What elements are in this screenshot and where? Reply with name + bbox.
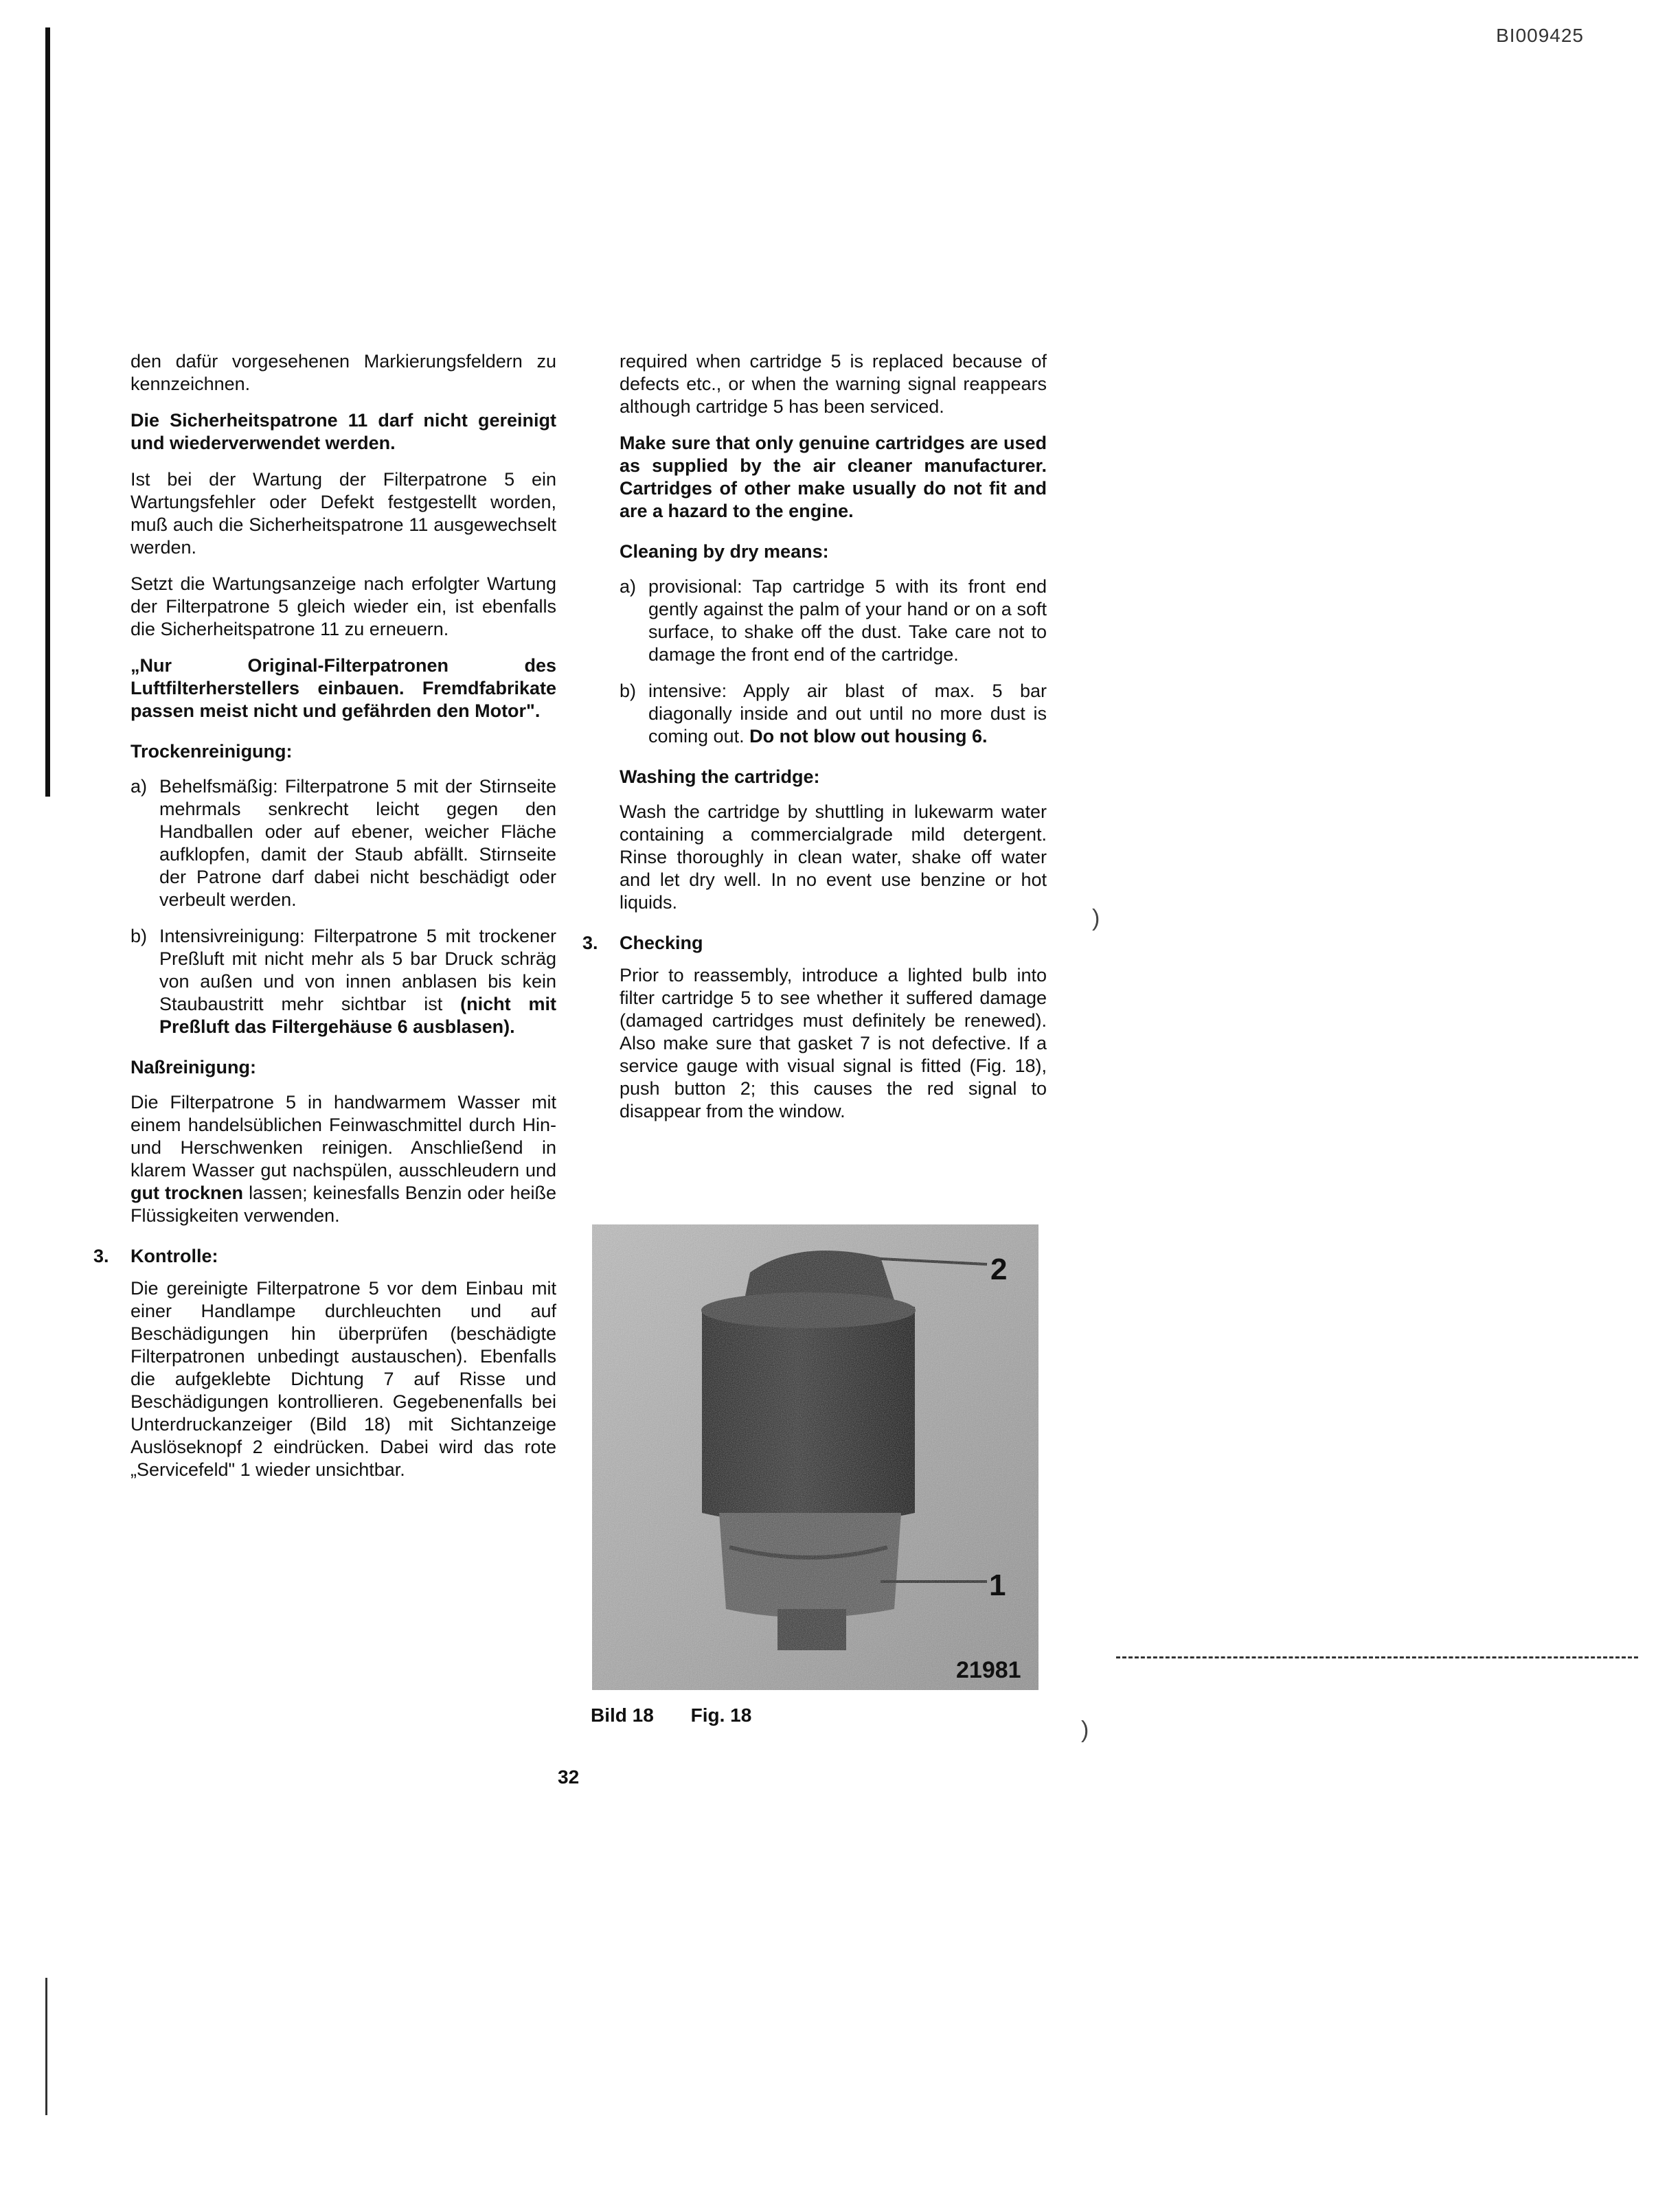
list-label: b) (620, 681, 637, 701)
list-text-bold: (nicht mit Preßluft das Filtergehäuse 6 ausblasen). (159, 994, 556, 1037)
list-text-part: intensive: Apply air blast of max. 5 bar diagonally inside and out until no more dust is coming out. (648, 681, 1047, 746)
list-text (159, 925, 556, 1038)
figure-caption (591, 1704, 783, 1726)
list-text-part: Intensivreinigung: Filterpatrone 5 mit trockener Preßluft mit nicht mehr als 5 bar Druck schräg von außen und von innen anblasen bis kein Staubaustritt mehr sichtbar ist (159, 926, 556, 1014)
warning-paragraph: Make sure that only genuine cartridges are used as supplied by the air cleaner manufacturer. Cartridges of other make usually do not fit and are a hazard to the engine. (620, 433, 1047, 521)
paragraph: Prior to reassembly, introduce a lighted bulb into filter cartridge 5 to see whether it suffered damage (damaged cartridges must definitely be renewed). Also make sure that gasket 7 is not defective. If a service gauge with visual signal is fitted (Fig. 18), push button 2; this causes the red signal to disappear from the window. (620, 965, 1047, 1121)
list-text-bold: Do not blow out housing 6. (749, 726, 988, 746)
section-number: 3. (93, 1246, 109, 1266)
page-number: 32 (558, 1766, 580, 1788)
list-label: b) (130, 926, 148, 946)
list-label: a) (130, 776, 148, 797)
list-item (130, 775, 556, 911)
list-text: Behelfsmäßig: Filterpatrone 5 mit der Stirnseite mehrmals senkrecht leicht gegen den Handballen oder auf ebener, weicher Fläche aufklopfen, damit der Staub abfällt. Stirnseite der Patrone darf dabei nicht beschädigt oder verbeult werden. (159, 776, 556, 910)
scan-bracket-mark: ) (1081, 1717, 1089, 1743)
scan-margin-bar (45, 27, 50, 797)
caption-english: Fig. 18 (690, 1704, 752, 1726)
caption-german: Bild 18 (591, 1704, 654, 1726)
german-column (93, 350, 556, 1495)
section-heading: Washing the cartridge: (620, 766, 820, 787)
list-text (648, 680, 1047, 748)
section-title: Checking (620, 933, 703, 953)
paragraph: Die gereinigte Filterpatrone 5 vor dem Einbau mit einer Handlampe durchleuchten und auf Beschädigungen hin überprüfen (beschädigte Filterpatronen unbedingt austauschen). Ebenfalls die aufgeklebte Dichtung 7 auf Risse und Beschädigungen kontrollieren. Gegebenenfalls bei Unterdruckanzeiger (Bild 18) mit Sichtanzeige Auslöseknopf 2 eindrücken. Dabei wird das rote „Servicefeld" 1 wieder unsichtbar. (130, 1278, 556, 1480)
paragraph: required when cartridge 5 is replaced because of defects etc., or when the warning signal reappears although cartridge 5 has been serviced. (620, 351, 1047, 417)
document-id: BI009425 (1496, 25, 1584, 46)
paragraph: Wash the cartridge by shuttling in lukewarm water containing a commercialgrade mild detergent. Rinse thoroughly in clean water, shake off water and let dry well. In no event use benzine or hot liquids. (620, 801, 1047, 913)
list-text: provisional: Tap cartridge 5 with its front end gently against the palm of your hand or on a soft surface, to shake off the dust. Take care not to damage the front end of the cartridge. (648, 576, 1047, 665)
figure-label-2: 2 (990, 1253, 1008, 1286)
section-title: Kontrolle: (130, 1246, 218, 1266)
paragraph: Ist bei der Wartung der Filterpatrone 5 ein Wartungsfehler oder Defekt festgestellt worden, muß auch die Sicherheitspatrone 11 ausgewechselt werden. (130, 469, 556, 558)
list-item (620, 680, 1047, 748)
section-heading: Trockenreinigung: (130, 741, 293, 762)
list-item (130, 925, 556, 1038)
section-heading: Naßreinigung: (130, 1057, 256, 1077)
text-part: lassen; keinesfalls Benzin oder heiße Flüssigkeiten verwenden. (130, 1183, 556, 1226)
figure-label-1: 1 (989, 1569, 1006, 1602)
scan-bracket-mark: ) (1092, 905, 1100, 931)
figure-code: 21981 (956, 1657, 1021, 1683)
numbered-heading (582, 932, 1047, 955)
numbered-heading (93, 1245, 556, 1268)
list-label: a) (620, 576, 637, 597)
english-column (582, 350, 1047, 1137)
warning-paragraph: Die Sicherheitspatrone 11 darf nicht gereinigt und wiederverwendet werden. (130, 410, 556, 453)
text-bold: gut trocknen (130, 1183, 244, 1203)
paragraph: Setzt die Wartungsanzeige nach erfolgter Wartung der Filterpatrone 5 gleich wieder ein, ist ebenfalls die Sicherheitspatrone 11 zu erneuern. (130, 573, 556, 639)
scan-margin-bar-bottom (45, 1978, 47, 2115)
list-item (620, 575, 1047, 666)
text-part: Die Filterpatrone 5 in handwarmem Wasser mit einem handelsüblichen Feinwaschmittel durch Hin- und Herschwenken reinigen. Anschließend in klarem Wasser gut nachspülen, ausschleudern und (130, 1092, 556, 1180)
warning-paragraph: „Nur Original-Filterpatronen des Luftfilterherstellers einbauen. Fremdfabrikate passen meist nicht und gefährden den Motor". (130, 655, 556, 721)
paragraph (130, 1091, 556, 1227)
filter-cartridge-photo (592, 1224, 1038, 1690)
section-heading: Cleaning by dry means: (620, 541, 829, 562)
scan-dashed-line (1116, 1656, 1638, 1658)
halftone-texture (592, 1224, 1038, 1690)
section-number: 3. (582, 933, 598, 953)
paragraph: den dafür vorgesehenen Markierungsfeldern zu kennzeichnen. (130, 351, 556, 394)
